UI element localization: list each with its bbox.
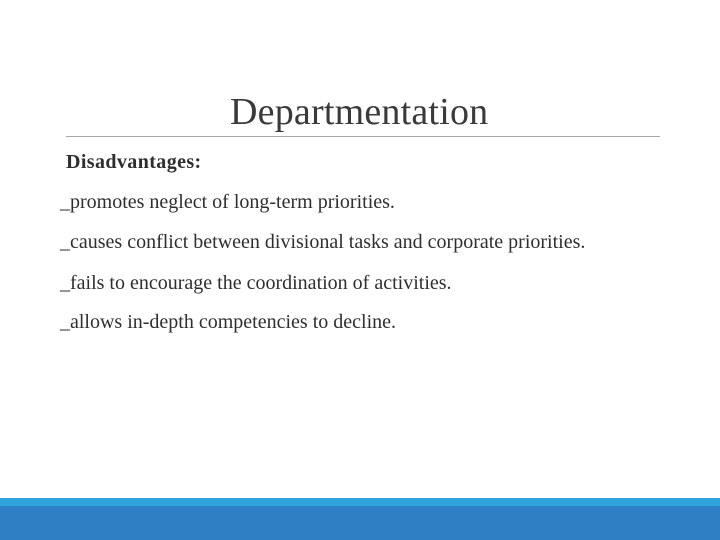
bullet-item: _causes conflict between divisional tasks and corporate priorities. xyxy=(60,231,586,253)
slide-subtitle: Disadvantages: xyxy=(66,151,202,173)
title-divider xyxy=(66,136,660,137)
bullet-item: _allows in-depth competencies to decline. xyxy=(60,311,397,333)
footer-bar-accent xyxy=(0,498,720,506)
bullet-item: _promotes neglect of long-term priorities. xyxy=(60,191,395,213)
slide-title: Departmentation xyxy=(230,91,489,133)
bullet-item: _fails to encourage the coordination of activities. xyxy=(60,272,452,294)
bullet-list xyxy=(60,190,620,350)
